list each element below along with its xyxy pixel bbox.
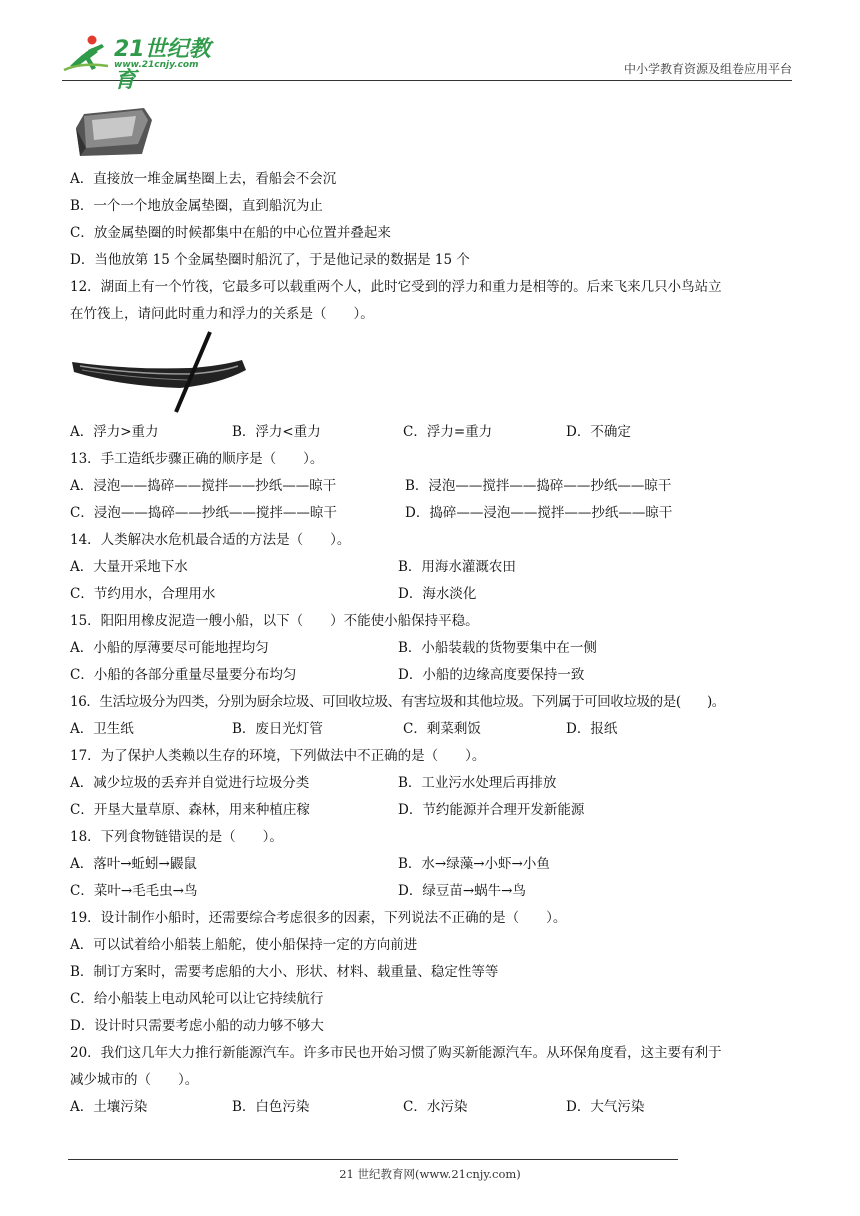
q17-option-b: B．工业污水处理后再排放 — [398, 775, 557, 791]
q16-option-a: A．卫生纸 — [70, 721, 134, 737]
q16-stem: 16．生活垃圾分为四类，分别为厨余垃圾、可回收垃圾、有害垃圾和其他垃圾。下列属于可回收垃圾的是( )。 — [70, 694, 725, 710]
q20-stem-line1: 20．我们这几年大力推行新能源汽车。许多市民也开始习惯了购买新能源汽车。从环保角度看，这主要有利于 — [70, 1045, 722, 1061]
q19-stem: 19．设计制作小船时，还需要综合考虑很多的因素，下列说法不正确的是（ ）。 — [70, 910, 567, 926]
q12-option-b: B．浮力<重力 — [232, 424, 321, 440]
q13-option-b: B．浸泡——搅拌——捣碎——抄纸——晾干 — [405, 478, 672, 494]
q16-option-c: C．剩菜剩饭 — [403, 721, 481, 737]
page-header — [62, 28, 792, 93]
q12-option-d: D．不确定 — [566, 424, 631, 440]
footer-divider — [68, 1159, 678, 1160]
q17-option-c: C．开垦大量草原、森林，用来种植庄稼 — [70, 802, 310, 818]
q14-stem: 14．人类解决水危机最合适的方法是（ ）。 — [70, 532, 351, 548]
q13-stem: 13．手工造纸步骤正确的顺序是（ ）。 — [70, 451, 324, 467]
q17-option-d: D．节约能源并合理开发新能源 — [398, 802, 585, 818]
q12-stem-line1: 12．湖面上有一个竹筏，它最多可以载重两个人，此时它受到的浮力和重力是相等的。后来飞来几只小鸟站立 — [70, 279, 722, 295]
q20-stem-line2: 减少城市的（ ）。 — [70, 1072, 199, 1088]
q15-option-d: D．小船的边缘高度要保持一致 — [398, 667, 585, 683]
logo-text: 21世纪教育 — [114, 37, 211, 93]
logo — [62, 32, 232, 93]
q14-option-b: B．用海水灌溉农田 — [398, 559, 516, 575]
q13-option-c: C．浸泡——捣碎——抄纸——搅拌——晾干 — [70, 505, 337, 521]
q18-stem: 18．下列食物链错误的是（ ）。 — [70, 829, 283, 845]
q20-option-c: C．水污染 — [403, 1099, 468, 1115]
q13-option-d: D．捣碎——浸泡——搅拌——抄纸——晾干 — [405, 505, 673, 521]
q11-option-a: A．直接放一堆金属垫圈上去，看船会不会沉 — [70, 171, 337, 187]
q19-option-d: D．设计时只需要考虑小船的动力够不够大 — [70, 1018, 324, 1034]
q15-option-c: C．小船的各部分重量尽量要分布均匀 — [70, 667, 297, 683]
q12-stem-line2: 在竹筏上，请问此时重力和浮力的关系是（ ）。 — [70, 306, 374, 322]
q17-stem: 17．为了保护人类赖以生存的环境，下列做法中不正确的是（ ）。 — [70, 748, 486, 764]
q20-option-d: D．大气污染 — [566, 1099, 645, 1115]
q17-option-a: A．减少垃圾的丢弃并自觉进行垃圾分类 — [70, 775, 310, 791]
footer-text: 21 世纪教育网(www.21cnjy.com) — [339, 1167, 521, 1181]
q19-option-a: A．可以试着给小船装上船舵，使小船保持一定的方向前进 — [70, 937, 418, 953]
q12-option-a: A．浮力>重力 — [70, 424, 159, 440]
logo-url: www.21cnjy.com — [114, 60, 199, 70]
q13-option-a: A．浸泡——捣碎——搅拌——抄纸——晾干 — [70, 478, 337, 494]
q15-option-a: A．小船的厚薄要尽可能地捏均匀 — [70, 640, 269, 656]
q18-option-d: D．绿豆苗→蜗牛→鸟 — [398, 883, 526, 899]
q11-option-b: B．一个一个地放金属垫圈，直到船沉为止 — [70, 198, 323, 214]
q15-stem: 15．阳阳用橡皮泥造一艘小船，以下（ ）不能使小船保持平稳。 — [70, 613, 479, 629]
q18-option-a: A．落叶→蚯蚓→鼹鼠 — [70, 856, 197, 872]
q14-option-d: D．海水淡化 — [398, 586, 477, 602]
q14-option-c: C．节约用水，合理用水 — [70, 586, 216, 602]
q20-option-b: B．白色污染 — [232, 1099, 310, 1115]
q19-option-c: C．给小船装上电动风轮可以让它持续航行 — [70, 991, 324, 1007]
q16-option-d: D．报纸 — [566, 721, 618, 737]
q11-option-d: D．当他放第 15 个金属垫圈时船沉了，于是他记录的数据是 15 个 — [70, 252, 470, 268]
q15-option-b: B．小船装载的货物要集中在一侧 — [398, 640, 597, 656]
q19-option-b: B．制订方案时，需要考虑船的大小、形状、材料、载重量、稳定性等等 — [70, 964, 499, 980]
q12-option-c: C．浮力=重力 — [403, 424, 493, 440]
metal-boat-image — [72, 106, 154, 158]
platform-title: 中小学教育资源及组卷应用平台 — [623, 62, 792, 76]
q20-option-a: A．土壤污染 — [70, 1099, 148, 1115]
q14-option-a: A．大量开采地下水 — [70, 559, 188, 575]
bamboo-raft-image — [70, 330, 250, 416]
q18-option-c: C．菜叶→毛毛虫→鸟 — [70, 883, 198, 899]
runner-logo-icon — [62, 32, 112, 76]
q16-option-b: B．废日光灯管 — [232, 721, 323, 737]
q18-option-b: B．水→绿藻→小虾→小鱼 — [398, 856, 550, 872]
q11-option-c: C．放金属垫圈的时候都集中在船的中心位置并叠起来 — [70, 225, 391, 241]
